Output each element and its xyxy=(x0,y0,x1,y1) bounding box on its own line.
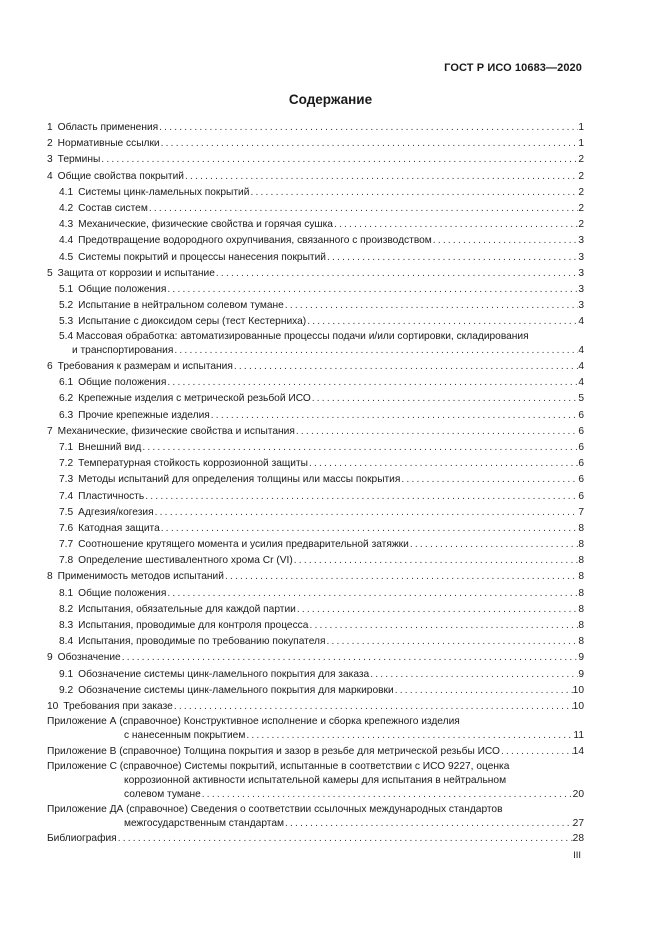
toc-leader-dots xyxy=(284,298,578,314)
toc-entry-text: Область применения xyxy=(57,122,159,133)
toc-entry-text: Общие положения xyxy=(78,377,167,389)
toc-entry[interactable] xyxy=(47,424,584,440)
toc-leader-dots xyxy=(326,250,578,266)
toc-entry[interactable] xyxy=(47,314,584,330)
toc-entry-number: 7.3 xyxy=(59,474,74,486)
toc-entry[interactable] xyxy=(47,359,584,375)
document-code: ГОСТ Р ИСО 10683—2020 xyxy=(444,62,582,74)
toc-line xyxy=(59,344,584,359)
toc-page-number: 3 xyxy=(578,251,584,263)
toc-entry-text: Механические, физические свойства и испытания xyxy=(57,425,295,437)
toc-entry-text: Обозначение xyxy=(57,652,121,664)
toc-leader-dots xyxy=(394,683,573,699)
toc-line xyxy=(59,250,584,266)
toc-entry-body xyxy=(47,683,584,699)
appendix-title-line: коррозионной активности испытательной камеры для испытания в нейтральном xyxy=(124,774,507,786)
toc-line xyxy=(47,569,584,585)
toc-leader-dots xyxy=(117,831,573,847)
toc-line xyxy=(59,472,584,488)
toc-line xyxy=(59,201,584,217)
toc-entry-number: 4.4 xyxy=(59,235,74,247)
page-folio: III xyxy=(573,850,581,861)
toc-leader-dots xyxy=(306,314,578,330)
toc-entry[interactable] xyxy=(47,120,584,136)
toc-entry[interactable] xyxy=(47,169,584,185)
toc-entry[interactable] xyxy=(47,699,584,715)
toc-line xyxy=(47,729,584,744)
toc-entry-number: 4 xyxy=(47,170,53,182)
toc-entry[interactable] xyxy=(47,553,584,569)
toc-entry-number: 6.2 xyxy=(59,393,74,405)
toc-page-number: 8 xyxy=(578,636,584,648)
toc-leader-dots xyxy=(295,424,578,440)
toc-line xyxy=(59,314,584,330)
toc-entry-text: Состав систем xyxy=(78,202,148,214)
toc-entry[interactable] xyxy=(47,250,584,266)
toc-page-number: 2 xyxy=(578,154,584,166)
toc-entry-text: Общие положения xyxy=(78,587,167,599)
toc-leader-dots xyxy=(141,440,578,456)
toc-entry-text: Адгезия/когезия xyxy=(78,506,154,518)
toc-entry-body xyxy=(47,569,584,585)
toc-line xyxy=(59,440,584,456)
toc-line xyxy=(47,359,584,375)
toc-leader-dots xyxy=(173,344,578,359)
toc-entry-text: Термины xyxy=(57,154,101,166)
toc-page-number: 1 xyxy=(578,138,584,150)
toc-entry[interactable] xyxy=(47,505,584,521)
toc-entry-text: межгосударственным стандартам xyxy=(124,817,284,829)
toc-entry-number: 7.7 xyxy=(59,539,74,551)
toc-leader-dots xyxy=(432,233,579,249)
toc-entry-text: солевом тумане xyxy=(124,788,201,800)
toc-entry-number: 7.2 xyxy=(59,458,74,470)
appendix-title-line: Приложение А (справочное) Конструктивное исполнение и сборка крепежного изделия xyxy=(47,716,460,728)
toc-entry-text: Испытание с диоксидом серы (тест Кестерниха) xyxy=(78,316,307,328)
toc-entry-number: 5.3 xyxy=(59,316,74,328)
toc-page-number: 7 xyxy=(578,506,584,518)
toc-leader-dots xyxy=(148,201,578,217)
toc-entry-body xyxy=(47,553,584,569)
toc-leader-dots xyxy=(166,586,578,602)
toc-entry-number: 4.5 xyxy=(59,251,74,263)
toc-entry-text: Защита от коррозии и испытание xyxy=(57,267,215,279)
toc-entry-text: с нанесенным покрытием xyxy=(124,730,246,742)
toc-line xyxy=(59,217,584,233)
toc-page-number: 2 xyxy=(578,186,584,198)
toc-page-number: 6 xyxy=(578,441,584,453)
toc-entry-text: Требования к размерам и испытания xyxy=(57,361,233,373)
toc-entry[interactable] xyxy=(47,391,584,407)
toc-leader-dots xyxy=(369,667,578,683)
appendix-entry[interactable] xyxy=(47,744,584,760)
bibliography-entry[interactable] xyxy=(47,831,584,847)
toc-entry[interactable] xyxy=(47,266,584,282)
toc-entry-text: Применимость методов испытаний xyxy=(57,571,224,583)
toc-entry-body xyxy=(47,602,584,618)
toc-leader-dots xyxy=(215,266,578,282)
toc-line xyxy=(59,602,584,618)
toc-entry-body xyxy=(47,217,584,233)
toc-leader-dots xyxy=(166,375,578,391)
toc-entry-body xyxy=(47,314,584,330)
toc-entry-number: 4.3 xyxy=(59,219,74,231)
toc-page-number: 10 xyxy=(572,700,584,712)
toc-page-number: 11 xyxy=(573,730,584,742)
toc-entry-text: Определение шестивалентного хрома Cr (VI) xyxy=(78,555,293,567)
toc-line xyxy=(47,136,584,152)
toc-page-number: 9 xyxy=(578,652,584,664)
appendix-entry[interactable] xyxy=(47,803,584,832)
toc-line xyxy=(59,408,584,424)
toc-entry[interactable] xyxy=(47,217,584,233)
toc-entry-body xyxy=(47,375,584,391)
toc-entry[interactable] xyxy=(47,152,584,168)
toc-entry-body xyxy=(47,233,584,249)
toc-entry[interactable] xyxy=(47,569,584,585)
toc-leader-dots xyxy=(308,618,578,634)
toc-entry-body xyxy=(47,282,584,298)
toc-leader-dots xyxy=(308,456,578,472)
toc-page-number: 28 xyxy=(572,833,584,845)
toc-page-number: 5 xyxy=(578,393,584,405)
toc-entry-number: 5 xyxy=(47,267,53,279)
appendix-title-line: Приложение ДА (справочное) Сведения о соответствии ссылочных международных стандартов xyxy=(47,803,503,815)
toc-line xyxy=(59,330,584,344)
toc-line xyxy=(47,831,584,847)
toc-entry-number: 9 xyxy=(47,652,53,664)
toc-entry-body xyxy=(47,330,584,359)
toc-leader-dots xyxy=(160,136,579,152)
toc-entry-body xyxy=(47,489,584,505)
toc-title: Содержание xyxy=(288,92,373,107)
toc-page-number: 2 xyxy=(578,219,584,231)
toc-page-number: 8 xyxy=(578,555,584,567)
toc-line xyxy=(47,744,584,760)
toc-entry-body xyxy=(47,120,584,136)
toc-entry-text: Приложение В (справочное) Толщина покрытия и зазор в резьбе для метрической резьбы ИСО xyxy=(47,745,500,757)
toc-line xyxy=(59,505,584,521)
toc-entry-text: Системы покрытий и процессы нанесения покрытий xyxy=(78,251,326,263)
toc-entry-body xyxy=(47,456,584,472)
toc-page-number: 20 xyxy=(572,788,584,800)
toc-line xyxy=(59,282,584,298)
toc-entry[interactable] xyxy=(47,136,584,152)
toc-entry[interactable] xyxy=(47,472,584,488)
toc-leader-dots xyxy=(224,569,578,585)
toc-line xyxy=(47,266,584,282)
toc-entry-body xyxy=(47,699,584,715)
toc-entry-number: 8.1 xyxy=(59,587,74,599)
toc-entry-text: и транспортирования xyxy=(72,345,174,357)
toc-entry-text: Нормативные ссылки xyxy=(57,138,160,150)
toc-entry[interactable] xyxy=(47,185,584,201)
toc-page-number: 4 xyxy=(578,361,584,373)
toc-page-number: 6 xyxy=(578,474,584,486)
toc-entry-number: 7.8 xyxy=(59,555,74,567)
toc-entry-body xyxy=(47,408,584,424)
toc-entry[interactable] xyxy=(47,440,584,456)
toc-entry-body xyxy=(47,586,584,602)
toc-entry-body xyxy=(47,136,584,152)
appendix-title-line: Приложение С (справочное) Системы покрытий, испытанные в соответствии с ИСО 9227, оценка xyxy=(47,760,510,772)
toc-entry-number: 5.2 xyxy=(59,300,74,312)
toc-entry-number: 10 xyxy=(47,700,59,712)
toc-leader-dots xyxy=(311,391,579,407)
toc-leader-dots xyxy=(166,282,578,298)
toc-page-number: 3 xyxy=(578,235,584,247)
toc-leader-dots xyxy=(210,408,579,424)
toc-line xyxy=(59,537,584,553)
toc-line xyxy=(59,298,584,314)
toc-entry-body xyxy=(47,634,584,650)
toc-entry-number: 6.1 xyxy=(59,377,74,389)
toc-leader-dots xyxy=(293,553,579,569)
appendix-entry[interactable] xyxy=(47,715,584,744)
toc-entry-number: 8.2 xyxy=(59,603,74,615)
toc-entry-number: 6 xyxy=(47,361,53,373)
toc-entry[interactable] xyxy=(47,298,584,314)
toc-entry[interactable] xyxy=(47,650,584,666)
toc-line xyxy=(59,553,584,569)
toc-entry-number: 8 xyxy=(47,571,53,583)
toc-line xyxy=(47,169,584,185)
toc-entry[interactable] xyxy=(47,602,584,618)
toc-page-number: 4 xyxy=(578,345,584,357)
toc-entry-number: 4.1 xyxy=(59,186,74,198)
toc-entry-number: 4.2 xyxy=(59,202,74,214)
toc-entry-body xyxy=(47,424,584,440)
toc-leader-dots xyxy=(158,120,578,136)
toc-leader-dots xyxy=(245,729,573,744)
toc-entry-text: Общие положения xyxy=(78,283,167,295)
toc-entry-number: 9.2 xyxy=(59,684,74,696)
toc-entry-body xyxy=(47,152,584,168)
toc-entry-number: 6.3 xyxy=(59,409,74,421)
toc-line xyxy=(59,233,584,249)
toc-entry[interactable] xyxy=(47,618,584,634)
toc-entry-body xyxy=(47,667,584,683)
toc-entry-body xyxy=(47,298,584,314)
toc-page-number: 14 xyxy=(572,745,584,757)
toc-entry-body xyxy=(47,201,584,217)
toc-entry[interactable] xyxy=(47,330,584,359)
toc-entry[interactable] xyxy=(47,489,584,505)
toc-entry-text: Крепежные изделия с метрической резьбой ИСО xyxy=(78,393,311,405)
toc-entry-text: Библиография xyxy=(47,833,117,845)
toc-entry[interactable] xyxy=(47,521,584,537)
toc-leader-dots xyxy=(154,505,579,521)
toc-entry-number: 7.5 xyxy=(59,506,74,518)
toc-entry-number: 1 xyxy=(47,122,53,133)
toc-line xyxy=(59,667,584,683)
toc-line xyxy=(47,788,584,803)
toc-entry[interactable] xyxy=(47,282,584,298)
toc-entry-number: 5.1 xyxy=(59,283,74,295)
toc-entry[interactable] xyxy=(47,586,584,602)
toc-entry-text: Температурная стойкость коррозионной защиты xyxy=(78,458,308,470)
toc-leader-dots xyxy=(249,185,578,201)
toc-page-number: 8 xyxy=(578,620,584,632)
toc-page-number: 6 xyxy=(578,409,584,421)
toc-leader-dots xyxy=(100,152,578,168)
table-of-contents xyxy=(47,120,584,847)
toc-entry-text: Соотношение крутящего момента и усилия предварительной затяжки xyxy=(78,539,409,551)
toc-page-number: 6 xyxy=(578,490,584,502)
toc-leader-dots xyxy=(325,634,578,650)
toc-line xyxy=(59,683,584,699)
toc-entry-body xyxy=(47,440,584,456)
toc-line xyxy=(47,120,584,136)
toc-entry-number: 3 xyxy=(47,154,53,166)
toc-line xyxy=(59,185,584,201)
toc-line xyxy=(59,634,584,650)
appendix-entry[interactable] xyxy=(47,760,584,803)
toc-entry-body xyxy=(47,169,584,185)
toc-page-number: 6 xyxy=(578,458,584,470)
toc-entry-body xyxy=(47,359,584,375)
toc-entry-body xyxy=(47,521,584,537)
toc-leader-dots xyxy=(409,537,579,553)
toc-leader-dots xyxy=(400,472,578,488)
toc-leader-dots xyxy=(144,489,578,505)
toc-leader-dots xyxy=(333,217,578,233)
toc-entry-body xyxy=(47,250,584,266)
toc-entry-text: Обозначение системы цинк-ламельного покрытия для заказа xyxy=(78,668,370,680)
toc-leader-dots xyxy=(160,521,579,537)
toc-entry-body xyxy=(47,650,584,666)
toc-entry[interactable] xyxy=(47,408,584,424)
toc-entry-text: Предотвращение водородного охрупчивания, связанного с производством xyxy=(78,235,432,247)
toc-leader-dots xyxy=(201,788,573,803)
toc-entry-number: 7.6 xyxy=(59,522,74,534)
toc-entry-number: 2 xyxy=(47,138,53,150)
toc-page-number: 3 xyxy=(578,283,584,295)
toc-line xyxy=(59,618,584,634)
toc-leader-dots xyxy=(500,744,573,760)
toc-entry-text: Массовая обработка: автоматизированные процессы подачи и/или сортировки, складирования xyxy=(76,331,529,343)
toc-entry-number: 7 xyxy=(47,425,53,437)
toc-page-number: 2 xyxy=(578,170,584,182)
toc-entry-text: Испытания, проводимые для контроля процесса xyxy=(78,620,309,632)
toc-page-number: 8 xyxy=(578,587,584,599)
toc-page-number: 4 xyxy=(578,377,584,389)
toc-entry-text: Испытания, обязательные для каждой партии xyxy=(78,603,296,615)
toc-entry-text: Общие свойства покрытий xyxy=(57,170,184,182)
toc-entry[interactable] xyxy=(47,201,584,217)
toc-entry-body xyxy=(47,505,584,521)
toc-entry-number: 5.4 xyxy=(59,331,74,343)
toc-entry-text: Пластичность xyxy=(78,490,145,502)
toc-entry[interactable] xyxy=(47,456,584,472)
toc-entry[interactable] xyxy=(47,375,584,391)
toc-line xyxy=(59,521,584,537)
toc-entry-text: Катодная защита xyxy=(78,522,160,534)
toc-entry-text: Механические, физические свойства и горячая сушка xyxy=(78,219,333,231)
toc-entry-number: 9.1 xyxy=(59,668,74,680)
toc-page-number: 8 xyxy=(578,603,584,615)
toc-entry-text: Испытание в нейтральном солевом тумане xyxy=(78,300,284,312)
toc-entry-text: Системы цинк-ламельных покрытий xyxy=(78,186,250,198)
toc-leader-dots xyxy=(173,699,573,715)
toc-leader-dots xyxy=(184,169,578,185)
toc-entry-body xyxy=(47,472,584,488)
toc-entry-body xyxy=(47,185,584,201)
toc-leader-dots xyxy=(284,817,573,832)
toc-entry-body xyxy=(47,618,584,634)
toc-entry[interactable] xyxy=(47,634,584,650)
toc-line xyxy=(59,456,584,472)
toc-page-number: 2 xyxy=(578,202,584,214)
toc-entry-number: 8.3 xyxy=(59,620,74,632)
toc-page-number: 8 xyxy=(578,539,584,551)
toc-entry[interactable] xyxy=(47,683,584,699)
toc-line xyxy=(47,650,584,666)
toc-line xyxy=(47,424,584,440)
toc-entry-number: 8.4 xyxy=(59,636,74,648)
toc-page-number: 6 xyxy=(578,425,584,437)
toc-leader-dots xyxy=(233,359,578,375)
toc-entry-text: Испытания, проводимые по требованию покупателя xyxy=(78,636,326,648)
toc-page-number: 3 xyxy=(578,300,584,312)
toc-entry-number: 7.1 xyxy=(59,441,74,453)
toc-line xyxy=(59,391,584,407)
toc-entry-text: Требования при заказе xyxy=(63,700,173,712)
toc-page-number: 8 xyxy=(578,571,584,583)
toc-line xyxy=(59,489,584,505)
toc-entry-number: 7.4 xyxy=(59,490,74,502)
toc-entry-text: Обозначение системы цинк-ламельного покрытия для маркировки xyxy=(78,684,394,696)
toc-entry-text: Прочие крепежные изделия xyxy=(78,409,210,421)
toc-page-number: 10 xyxy=(572,684,584,696)
toc-entry[interactable] xyxy=(47,233,584,249)
toc-leader-dots xyxy=(296,602,579,618)
toc-page-number: 9 xyxy=(578,668,584,680)
toc-line xyxy=(59,586,584,602)
toc-line xyxy=(47,152,584,168)
toc-entry-body xyxy=(47,266,584,282)
toc-leader-dots xyxy=(121,650,579,666)
toc-line xyxy=(47,817,584,832)
toc-entry-text: Методы испытаний для определения толщины или массы покрытия xyxy=(78,474,401,486)
toc-entry[interactable] xyxy=(47,667,584,683)
toc-page-number: 27 xyxy=(572,817,584,829)
toc-entry[interactable] xyxy=(47,537,584,553)
toc-line xyxy=(47,699,584,715)
toc-entry-body xyxy=(47,537,584,553)
toc-page-number: 4 xyxy=(578,316,584,328)
toc-page-number: 3 xyxy=(578,267,584,279)
toc-line xyxy=(59,375,584,391)
toc-entry-text: Внешний вид xyxy=(78,441,142,453)
toc-page-number: 8 xyxy=(578,522,584,534)
toc-entry-body xyxy=(47,391,584,407)
toc-page-number: 1 xyxy=(578,122,584,133)
